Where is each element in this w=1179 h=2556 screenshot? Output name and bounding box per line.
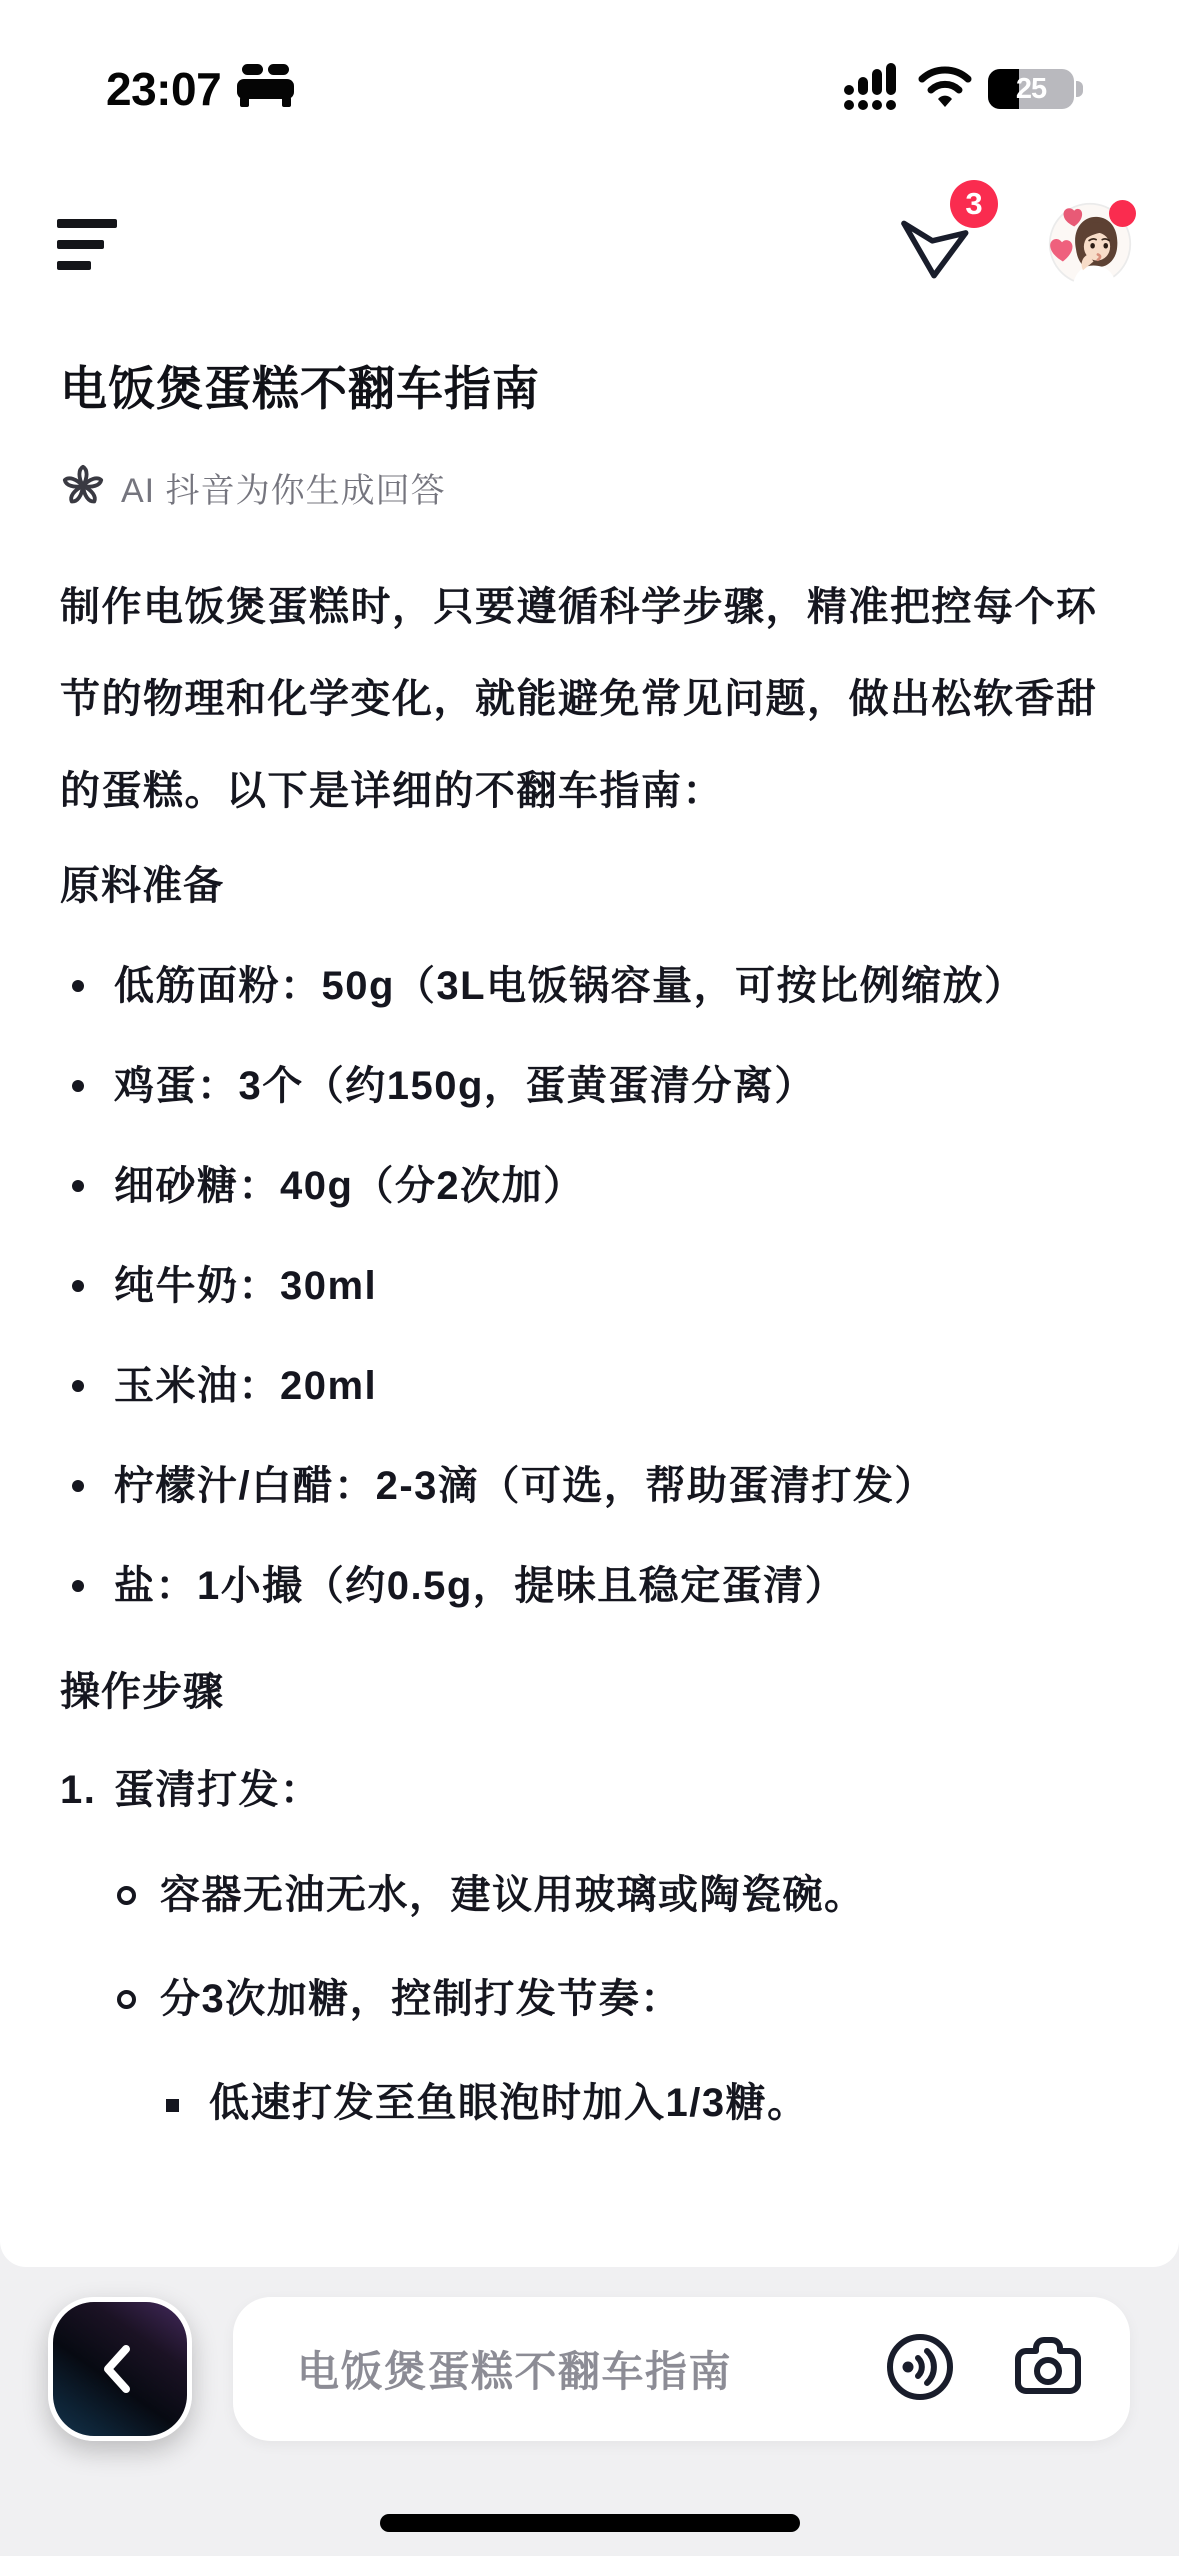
- battery-icon: [988, 69, 1083, 109]
- cellular-signal-icon: [842, 63, 902, 116]
- article: [0, 356, 1179, 2146]
- page-title: 电饭煲蛋糕不翻车指南: [60, 362, 540, 415]
- list-item: 盐：1小撮（约0.5g，提味且稳定蛋清）: [60, 1543, 1121, 1629]
- ai-generated-label: AI 抖音为你生成回答: [121, 472, 446, 510]
- profile-avatar[interactable]: [1048, 202, 1132, 286]
- home-indicator[interactable]: [380, 2514, 800, 2532]
- ingredients-heading: 原料准备: [60, 864, 224, 908]
- substep-list: [117, 1852, 1121, 2042]
- steps-heading: 操作步骤: [60, 1670, 224, 1714]
- list-item: 柠檬汁/白醋：2-3滴（可选，帮助蛋清打发）: [60, 1443, 1121, 1529]
- chevron-left-icon: [86, 2335, 154, 2403]
- battery-cap: [1076, 81, 1083, 97]
- battery-fill: [988, 69, 1019, 109]
- list-item: 低筋面粉：50g（3L电饭锅容量，可按比例缩放）: [60, 943, 1121, 1029]
- list-item: 玉米油：20ml: [60, 1343, 1121, 1429]
- message-count-badge: 3: [950, 180, 998, 228]
- camera-search-icon[interactable]: [1012, 2331, 1084, 2408]
- list-item: 分3次加糖，控制打发节奏：: [117, 1956, 1121, 2042]
- menu-icon[interactable]: [57, 219, 117, 270]
- list-item: 鸡蛋：3个（约150g，蛋黄蛋清分离）: [60, 1043, 1121, 1129]
- ai-generated-row: [60, 462, 1121, 513]
- list-item: 纯牛奶：30ml: [60, 1243, 1121, 1329]
- step-item: [60, 1747, 1121, 1833]
- wifi-icon: [918, 66, 972, 113]
- subsubstep-list: [164, 2060, 1121, 2146]
- battery-percent: 25: [1015, 72, 1047, 105]
- search-bar[interactable]: [233, 2297, 1130, 2441]
- back-button[interactable]: [48, 2297, 192, 2441]
- step-number: 1.: [60, 1768, 97, 1812]
- top-nav: [0, 182, 1179, 306]
- share-button[interactable]: [896, 186, 983, 282]
- ingredients-list: [60, 943, 1121, 1629]
- notification-dot: [1109, 200, 1136, 227]
- intro-paragraph: 制作电饭煲蛋糕时，只要遵循科学步骤，精准把控每个环节的物理和化学变化，就能避免常见问题，做出松软香甜的蛋糕。以下是详细的不翻车指南：: [60, 585, 1098, 813]
- ai-flower-icon: [60, 462, 106, 513]
- sleep-mode-bed-icon: [237, 64, 295, 115]
- status-bar: [0, 0, 1179, 130]
- list-item: 低速打发至鱼眼泡时加入1/3糖。: [164, 2060, 1121, 2146]
- list-item: 容器无油无水，建议用玻璃或陶瓷碗。: [117, 1852, 1121, 1938]
- clock: 23:07: [106, 63, 222, 115]
- list-item: 细砂糖：40g（分2次加）: [60, 1143, 1121, 1229]
- search-input[interactable]: 电饭煲蛋糕不翻车指南: [297, 2348, 733, 2395]
- voice-search-icon[interactable]: [884, 2331, 956, 2408]
- step-title: 蛋清打发：: [114, 1768, 322, 1812]
